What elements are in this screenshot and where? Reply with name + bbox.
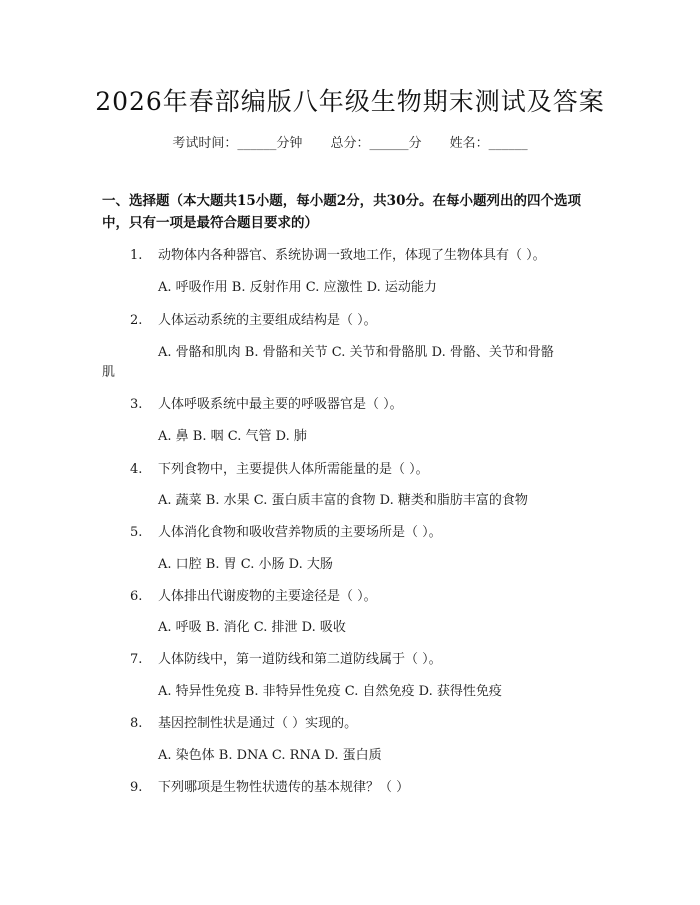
exam-meta (0, 132, 700, 151)
question-1 (102, 244, 596, 263)
question-7 (102, 648, 596, 667)
question-8-options: A. 染色体 B. DNA C. RNA D. 蛋白质 (158, 748, 382, 763)
question-text: 人体防线中，第一道防线和第二道防线属于（ ）。 (158, 652, 442, 667)
question-5 (102, 521, 596, 540)
question-text: 下列食物中，主要提供人体所需能量的是（ ）。 (158, 462, 429, 477)
student-name-field: 姓名：______ (449, 136, 528, 151)
question-number: 2. (130, 313, 143, 328)
question-text: 人体呼吸系统中最主要的呼吸器官是（ ）。 (158, 397, 403, 412)
question-number: 1. (130, 248, 143, 263)
total-score-field: 总分：______分 (330, 136, 422, 151)
exam-time-field: 考试时间：______分钟 (172, 136, 303, 151)
question-6-options: A. 呼吸 B. 消化 C. 排泄 D. 吸收 (158, 620, 346, 635)
question-2-options: A. 骨骼和肌肉 B. 骨骼和关节 C. 关节和骨骼肌 D. 骨骼、关节和骨骼 (158, 345, 554, 360)
question-8 (102, 712, 596, 731)
question-4-options: A. 蔬菜 B. 水果 C. 蛋白质丰富的食物 D. 糖类和脂肪丰富的食物 (158, 493, 528, 508)
question-6 (102, 585, 596, 604)
question-text: 人体运动系统的主要组成结构是（ ）。 (158, 313, 377, 328)
question-number: 8. (130, 716, 143, 731)
question-7-options: A. 特异性免疫 B. 非特异性免疫 C. 自然免疫 D. 获得性免疫 (158, 684, 502, 699)
question-text: 基因控制性状是通过（ ）实现的。 (158, 716, 358, 731)
question-number: 6. (130, 589, 143, 604)
question-number: 9. (130, 780, 143, 795)
question-number: 7. (130, 652, 143, 667)
question-4 (102, 458, 596, 477)
question-text: 人体消化食物和吸收营养物质的主要场所是（ ）。 (158, 525, 442, 540)
question-2-options-tail: 肌 (102, 365, 116, 380)
question-text: 下列哪项是生物性状遗传的基本规律？（ ） (158, 780, 410, 795)
question-text: 人体排出代谢废物的主要途径是（ ）。 (158, 589, 377, 604)
question-3-options: A. 鼻 B. 咽 C. 气管 D. 肺 (158, 429, 307, 444)
question-1-options: A. 呼吸作用 B. 反射作用 C. 应激性 D. 运动能力 (158, 280, 437, 295)
question-9 (102, 776, 596, 795)
question-5-options: A. 口腔 B. 胃 C. 小肠 D. 大肠 (158, 557, 333, 572)
question-number: 5. (130, 525, 143, 540)
question-text: 动物体内各种器官、系统协调一致地工作，体现了生物体具有（ ）。 (158, 248, 546, 263)
question-number: 4. (130, 462, 143, 477)
question-number: 3. (130, 397, 143, 412)
section-heading: 一、选择题（本大题共15小题，每小题2分，共30分。在每小题列出的四个选项中，只有一项是最符合题目要求的） (102, 193, 581, 231)
question-3 (102, 393, 596, 412)
question-2 (102, 309, 596, 328)
page-title: 2026年春部编版八年级生物期末测试及答案 (95, 87, 605, 116)
